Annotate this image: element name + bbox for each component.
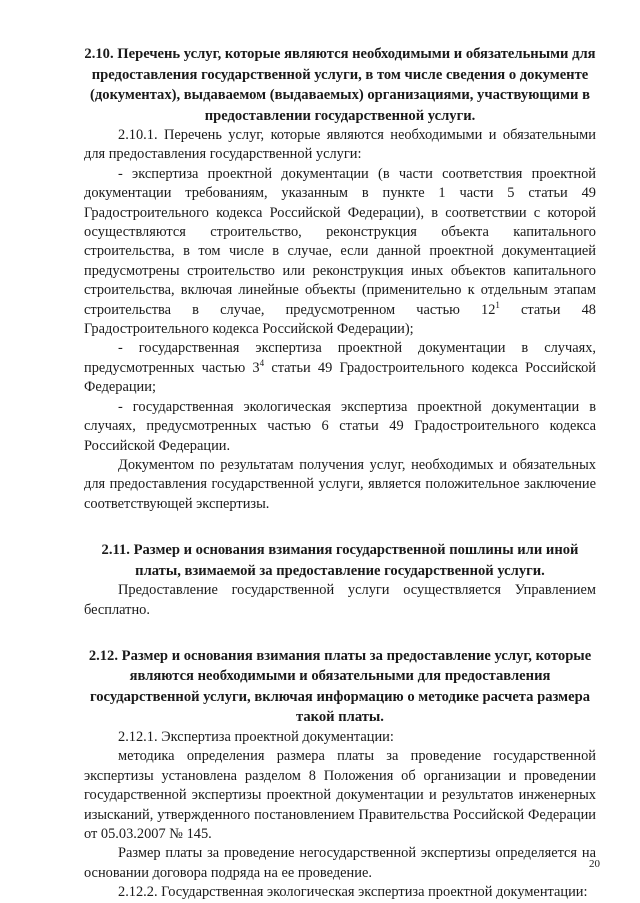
spacer [84,620,596,646]
item-text-tail: статьи 49 Градостроительного кодекса Российской Федерации; [84,359,597,396]
section-2-10-heading: 2.10. Перечень услуг, которые являются необходимыми и обязательными для предоставления государственной услуги, в том числе сведения о документе (документах), выдаваемом (выдаваемых) организациями, участвующими в предоставлении государственной услуги. [84,46,596,124]
section-2-11-paragraph: Предоставление государственной услуги осуществляется Управлением бесплатно. [84,582,596,618]
page-number: 20 [589,858,600,870]
section-2-12-heading: 2.12. Размер и основания взимания платы за предоставление услуг, которые являются необходимыми и обязательными для предоставления государственной услуги, включая информацию о методике расчета размера такой платы. [88,647,592,726]
superscript: 1 [495,299,500,310]
fee-methodology-paragraph: методика определения размера платы за проведение государственной экспертизы установлена разделом 8 Положения об организации и проведении государственной экспертизы проектной документации и результатов инженерных изысканий, утвержденного постановлением Правительства Российской Федерации от 05.03.2007 № 145. [84,748,596,842]
superscript: 4 [259,358,265,369]
service-list-item-ecological-expertise: - государственная экологическая экспертиза проектной документации в случаях, предусмотренных частью 6 статьи 49 Градостроительного кодекса Российской Федерации. [84,398,596,454]
section-2-10-1-paragraph: 2.10.1. Перечень услуг, которые являются необходимыми и обязательными для предоставления государственной услуги: [84,127,596,163]
section-2-12-2-paragraph: 2.12.2. Государственная экологическая экспертиза проектной документации: [118,884,588,901]
section-2-12-1-paragraph: 2.12.1. Экспертиза проектной документации: [118,728,394,745]
non-state-expertise-paragraph: Размер платы за проведение негосударственной экспертизы определяется на основании договора подряда на ее проведение. [84,845,596,881]
service-list-item-state-expertise [84,339,596,397]
service-list-item-expertise [84,165,596,340]
document-body [84,44,596,903]
result-document-paragraph: Документом по результатам получения услуг, необходимых и обязательных для предоставления государственной услуги, является положительное заключение соответствующей экспертизы. [84,456,596,512]
section-2-11-heading: 2.11. Размер и основания взимания государственной пошлины или иной платы, взимаемой за предоставление государственной услуги. [101,542,579,579]
item-text: - экспертиза проектной документации (в части соответствия проектной документации требованиям, указанным в пункте 1 части 5 статьи 49 Градостроительного кодекса Российской Федерации), в соответствии с которой осуществляются строительство, реконструкция объекта капитального строительства, в том числе в случае, если данной проектной документацией предусмотрены строительство или реконструкция иных объектов капитального строительства, включая линейные объекты (применительно к отдельным этапам строительства в случае, предусмотренном частью 12 [84,165,596,318]
spacer [84,514,596,540]
item-text-tail: статьи 48 Градостроительного кодекса Российской Федерации); [84,301,596,338]
item-text: - государственная экспертиза проектной документации в случаях, предусмотренных частью 3 [84,340,596,376]
